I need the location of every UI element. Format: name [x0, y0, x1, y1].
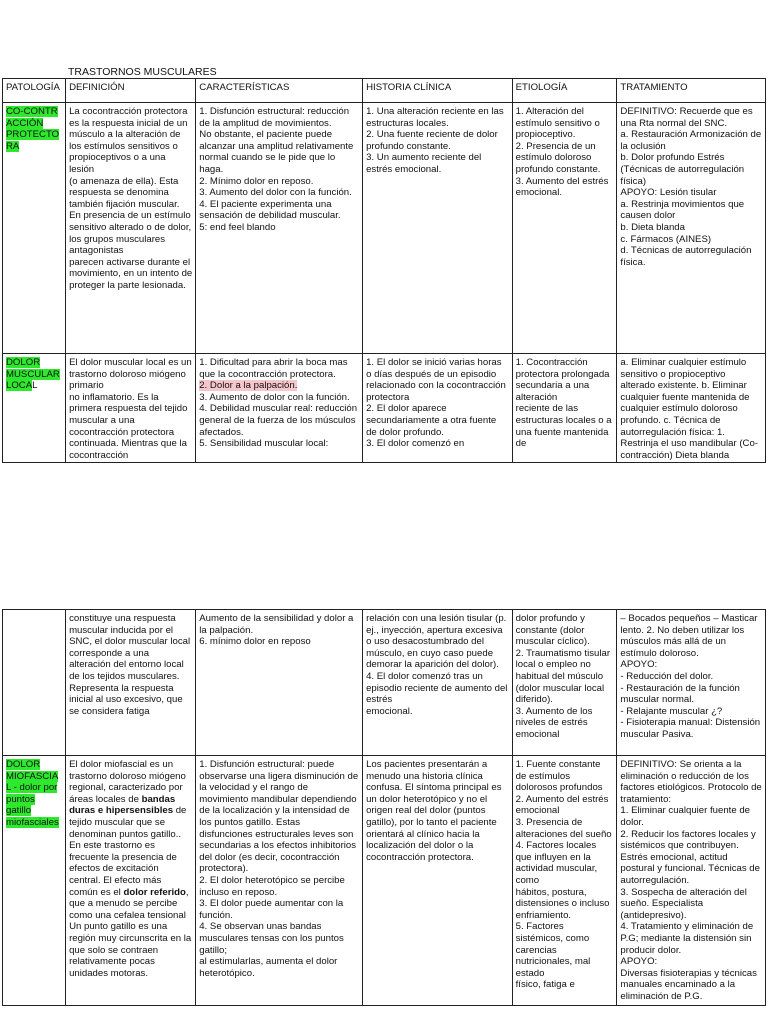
- definicion-cell: El dolor miofascial es un trastorno doloroso miógeno regional, caracterizado por áreas locales de bandas duras e hipersensibles de tejido muscular que se denominan puntos gatillo.. En este trastorno es frecuente la presencia de efectos de excitación central. El efecto más común es el dolor referido, que a menudo se percibe como una cefalea tensional Un punto gatillo es una región muy circunscrita en la que solo se contraen relativamente pocas unidades motoras.: [66, 756, 196, 1006]
- etiologia-cell: 1. Fuente constante de estímulos dolorosos profundos 2. Aumento del estrés emocional 3. Presencia de alteraciones del sueño 4. Factores locales que influyen en la actividad muscular, como hábitos, postura, distensiones o incluso enfriamiento. 5. Factores sistémicos, como carencias nutricionales, mal estado físico, fatiga e: [512, 756, 617, 1006]
- bold-term: bandas duras e hipersensibles: [69, 793, 176, 817]
- table-row: [3, 610, 766, 756]
- tratamiento-cell: DEFINITIVO: Recuerde que es una Rta normal del SNC. a. Restauración Armonización de la oclusión b. Dolor profundo Estrés (Técnicas de autorregulación física) APOYO: Lesión tisular a. Restrinja movimientos que causen dolor b. Dieta blanda c. Fármacos (AINES) d. Técnicas de autorregulación física.: [617, 103, 766, 354]
- etiologia-cell: 1. Alteración del estímulo sensitivo o propioceptivo. 2. Presencia de un estímulo doloroso profundo constante. 3. Aumento del estrés emocional.: [512, 103, 617, 354]
- tratamiento-cell: a. Eliminar cualquier estímulo sensitivo o propioceptivo alterado existente. b. Eliminar cualquier fuente mantenida de cualquier estímulo doloroso profundo. c. Técnica de autorregulación física: 1. Restrinja el uso mandibular (Co-contracción) Dieta blanda: [617, 354, 766, 463]
- highlighted-text: 2. Dolor a la palpación.: [199, 380, 298, 392]
- patologia-label: DOLOR MIOFASCIA L - dolor por puntos gatillo miofasciales: [6, 759, 59, 828]
- historia-cell: 1. El dolor se inició varias horas o días después de un episodio relacionado con la cocontracción protectora 2. El dolor aparece secundariamente a otra fuente de dolor profundo. 3. El dolor comenzó en: [363, 354, 513, 463]
- patologia-cell: [3, 756, 66, 1006]
- header-tratamiento: TRATAMIENTO: [617, 79, 766, 103]
- tratamiento-cell: DEFINITIVO: Se orienta a la eliminación o reducción de los factores etiológicos. Protocolo de tratamiento: 1. Eliminar cualquier fuente de dolor. 2. Reducir los factores locales y sistémicos que contribuyen. Estrés emocional, actitud postural y funcional. Técnicas de autorregulación. 3. Sospecha de alteración del sueño. Especialista (antidepresivo). 4. Tratamiento y eliminación de P.G; mediante la distensión sin producir dolor. APOYO: Diversas fisioterapias y técnicas manuales encaminado a la eliminación de P.G.: [617, 756, 766, 1006]
- table-row: [3, 103, 766, 354]
- historia-cell: Los pacientes presentarán a menudo una historia clínica confusa. El síntoma principal es un dolor heterotópico y no el origen real del dolor (puntos gatillo), por lo tanto el paciente orientará al clínico hacia la localización del dolor o la cocontracción protectora.: [363, 756, 513, 1006]
- patologia-cell: DOLOR MUSCULAR LOCAL: [3, 354, 66, 463]
- patologia-cell: [3, 103, 66, 354]
- disorders-table-bottom: [2, 609, 766, 1006]
- caracteristicas-cell: Aumento de la sensibilidad y dolor a la palpación. 6. mínimo dolor en reposo: [196, 610, 363, 756]
- header-patologia: PATOLOGÍA: [3, 79, 66, 103]
- header-caracteristicas: CARACTERÍSTICAS: [196, 79, 363, 103]
- patologia-label: DOLOR MUSCULAR LOCA: [6, 357, 60, 392]
- disorders-table-top: [2, 78, 766, 463]
- header-etiologia: ETIOLOGÍA: [512, 79, 617, 103]
- header-definicion: DEFINICIÓN: [66, 79, 196, 103]
- caracteristicas-cell: 1. Disfunción estructural: puede observarse una ligera disminución de la velocidad y el rango de movimiento mandibular dependiendo de la localización y la intensidad de los puntos gatillo. Estas disfunciones estructurales leves son secundarias a los efectos inhibitorios del dolor (es decir, cocontracción protectora). 2. El dolor heterotópico se percibe incluso en reposo. 3. El dolor puede aumentar con la función. 4. Se observan unas bandas musculares tensas con los puntos gatillo; al estimularlas, aumenta el dolor heterotópico.: [196, 756, 363, 1006]
- page-title: TRASTORNOS MUSCULARES: [68, 66, 217, 78]
- tratamiento-cell: – Bocados pequeños – Masticar lento. 2. No deben utilizar los músculos más allá de un estímulo doloroso. APOYO: - Reducción del dolor. - Restauración de la función muscular normal. - Relajante muscular ¿? - Fisioterapia manual: Distensión muscular Pasiva.: [617, 610, 766, 756]
- historia-cell: 1. Una alteración reciente en las estructuras locales. 2. Una fuente reciente de dolor profundo constante. 3. Un aumento reciente del estrés emocional.: [363, 103, 513, 354]
- historia-cell: relación con una lesión tisular (p. ej., inyección, apertura excesiva o uso desacostumbrado del músculo, en cuyo caso puede demorar la aparición del dolor). 4. El dolor comenzó tras un episodio reciente de aumento del estrés emocional.: [363, 610, 513, 756]
- caracteristicas-cell: 1. Dificultad para abrir la boca mas que la cocontracción protectora. 2. Dolor a la palpación. 3. Aumento de dolor con la función. 4. Debilidad muscular real: reducción general de la fuerza de los músculos afectados. 5. Sensibilidad muscular local:: [196, 354, 363, 463]
- patologia-label: CO-CONTR ACCIÓN PROTECTO RA: [6, 106, 60, 152]
- table-row: [3, 354, 766, 463]
- etiologia-cell: 1. Cocontracción protectora prolongada secundaria a una alteración reciente de las estructuras locales o a una fuente mantenida de: [512, 354, 617, 463]
- header-historia: HISTORIA CLÍNICA: [363, 79, 513, 103]
- patologia-cell: [3, 610, 66, 756]
- etiologia-cell: dolor profundo y constante (dolor muscular cíclico). 2. Traumatismo tisular local o empleo no habitual del músculo (dolor muscular local diferido). 3. Aumento de los niveles de estrés emocional: [512, 610, 617, 756]
- bold-term: dolor referido: [123, 886, 186, 898]
- caracteristicas-cell: 1. Disfunción estructural: reducción de la amplitud de movimientos. No obstante, el paciente puede alcanzar una amplitud relativamente normal cuando se le pide que lo haga. 2. Mínimo dolor en reposo. 3. Aumento del dolor con la función. 4. El paciente experimenta una sensación de debilidad muscular. 5: end feel blando: [196, 103, 363, 354]
- table-row: [3, 756, 766, 1006]
- definicion-cell: El dolor muscular local es un trastorno doloroso miógeno primario no inflamatorio. Es la primera respuesta del tejido muscular a una cocontracción protectora continuada. Mientras que la cocontracción: [66, 354, 196, 463]
- header-row: [3, 79, 766, 103]
- definicion-cell: La cocontracción protectora es la respuesta inicial de un músculo a la alteración de los estímulos sensitivos o propioceptivos o a una lesión (o amenaza de ella). Esta respuesta se denomina también fijación muscular. En presencia de un estímulo sensitivo alterado o de dolor, los grupos musculares antagonistas parecen activarse durante el movimiento, en un intento de proteger la parte lesionada.: [66, 103, 196, 354]
- definicion-cell: constituye una respuesta muscular inducida por el SNC, el dolor muscular local corresponde a una alteración del entorno local de los tejidos musculares. Representa la respuesta inicial al uso excesivo, que se considera fatiga: [66, 610, 196, 756]
